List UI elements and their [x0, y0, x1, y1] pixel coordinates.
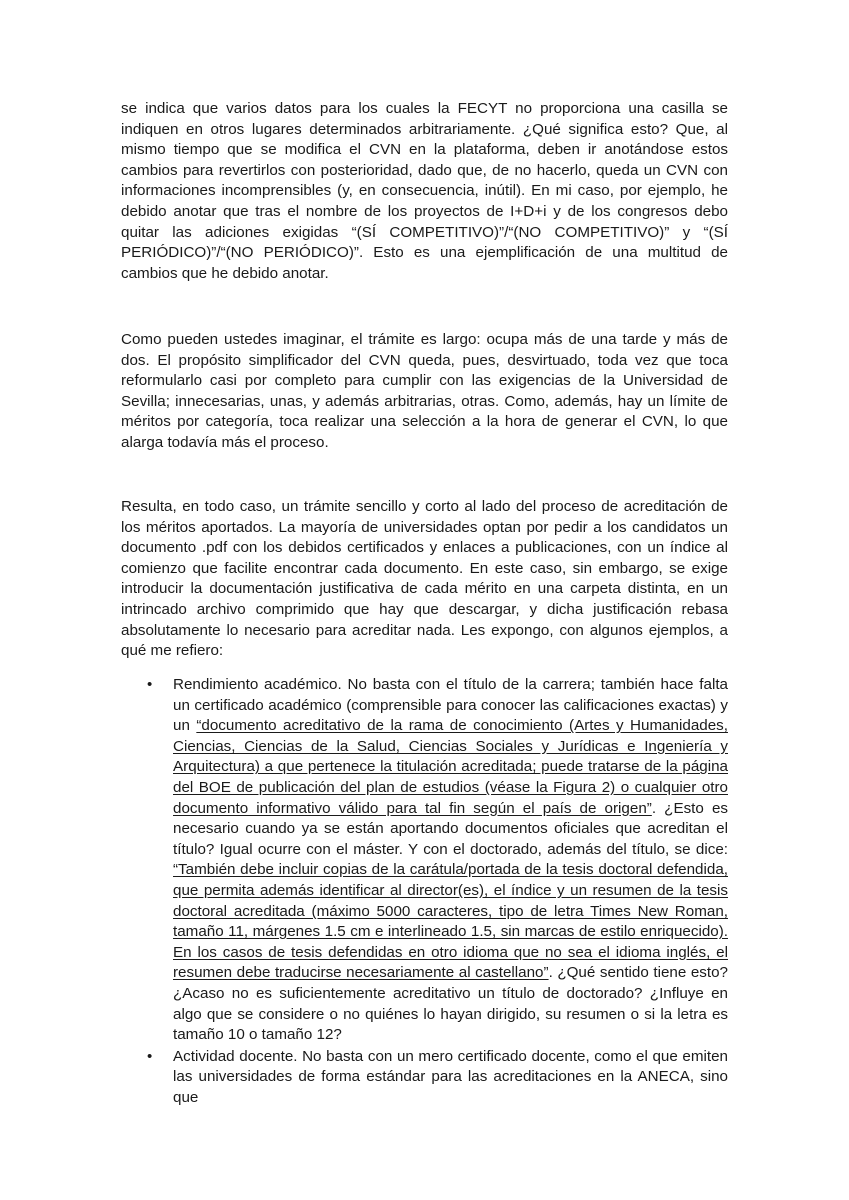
quoted-requirement-thesis: “También debe incluir copias de la carátula/portada de la tesis doctoral defendida, que permita además identificar al director(es), el índice y un resumen de la tesis doctoral acreditada (máximo 5000 caracteres, tipo de letra Times New Roman, tamaño 11, márgenes 1.5 cm e interlineado 1.5, sin marcas de estilo enriquecido). En los casos de tesis defendidas en otro idioma que no sea el idioma inglés, el resumen debe traducirse necesariamente al castellano” [173, 861, 728, 982]
list-item-teaching-activity [121, 1047, 728, 1109]
bullet-text: . ¿Esto es necesario cuando ya se están aportando documentos oficiales que acreditan el título? Igual ocurre con el máster. Y con el doctorado, además del título, se dice: [173, 799, 728, 858]
bullet-list [121, 675, 728, 1108]
bullet-icon: • [147, 1047, 153, 1065]
paragraph-fecyt-notes: se indica que varios datos para los cuales la FECYT no proporciona una casilla se indiquen en otros lugares determinados arbitrariamente. ¿Qué significa esto? Que, al mismo tiempo que se modifica el CVN en la plataforma, deben ir anotándose estos cambios para revertirlos con posterioridad, dado que, de no hacerlo, queda un CVN con informaciones incomprensibles (y, en consecuencia, inútil). En mi caso, por ejemplo, he debido anotar que tras el nombre de los proyectos de I+D+i y de los congresos debo quitar las adiciones exigidas “(SÍ COMPETITIVO)”/“(NO COMPETITIVO)” y “(SÍ PERIÓDICO)”/“(NO PERIÓDICO)”. Esto es una ejemplificación de una multitud de cambios que he debido anotar. [121, 100, 728, 282]
bullet-text: Actividad docente. No basta con un mero certificado docente, como el que emiten las universidades de forma estándar para las acreditaciones en la ANECA, sino que [173, 1047, 728, 1106]
quoted-requirement-degree: “documento acreditativo de la rama de conocimiento (Artes y Humanidades, Ciencias, Ciencias de la Salud, Ciencias Sociales y Jurídicas e Ingeniería y Arquitectura) a que pertenece la titulación acreditada; puede tratarse de la página del BOE de publicación del plan de estudios (véase la Figura 2) o cualquier otro documento informativo válido para tal fin según el país de origen” [173, 717, 728, 817]
bullet-text: . ¿Qué sentido tiene esto? ¿Acaso no es suficientemente acreditativo un título de doctorado? ¿Influye en algo que se considere o no quiénes lo hayan dirigido, su resumen o si la letra es tamaño 10 o tamaño 12? [173, 964, 728, 1044]
paragraph-accreditation-process: Resulta, en todo caso, un trámite sencillo y corto al lado del proceso de acreditación de los méritos aportados. La mayoría de universidades optan por pedir a los candidatos un documento .pdf con los debidos certificados y enlaces a publicaciones, con un índice al comienzo que facilite encontrar cada documento. En este caso, sin embargo, se exige introducir la documentación justificativa de cada mérito en una carpeta distinta, en un intrincado archivo comprimido que hay que descargar, y dicha justificación rebasa absolutamente lo necesario para acreditar nada. Les expongo, con algunos ejemplos, a qué me refiero: [121, 498, 728, 660]
bullet-icon: • [147, 676, 153, 693]
list-item-academic-performance [121, 675, 728, 1046]
bullet-text: Rendimiento académico. No basta con el título de la carrera; también hace falta un certificado académico (comprensible para conocer las calificaciones exactas) y un [173, 676, 728, 735]
paragraph-long-procedure: Como pueden ustedes imaginar, el trámite es largo: ocupa más de una tarde y más de dos. El propósito simplificador del CVN queda, pues, desvirtuado, toda vez que toca reformularlo casi por completo para cumplir con las exigencias de la Universidad de Sevilla; innecesarias, unas, y además arbitrarias, otras. Como, además, hay un límite de méritos por categoría, toca realizar una selección a la hora de generar el CVN, lo que alarga todavía más el proceso. [121, 331, 728, 451]
